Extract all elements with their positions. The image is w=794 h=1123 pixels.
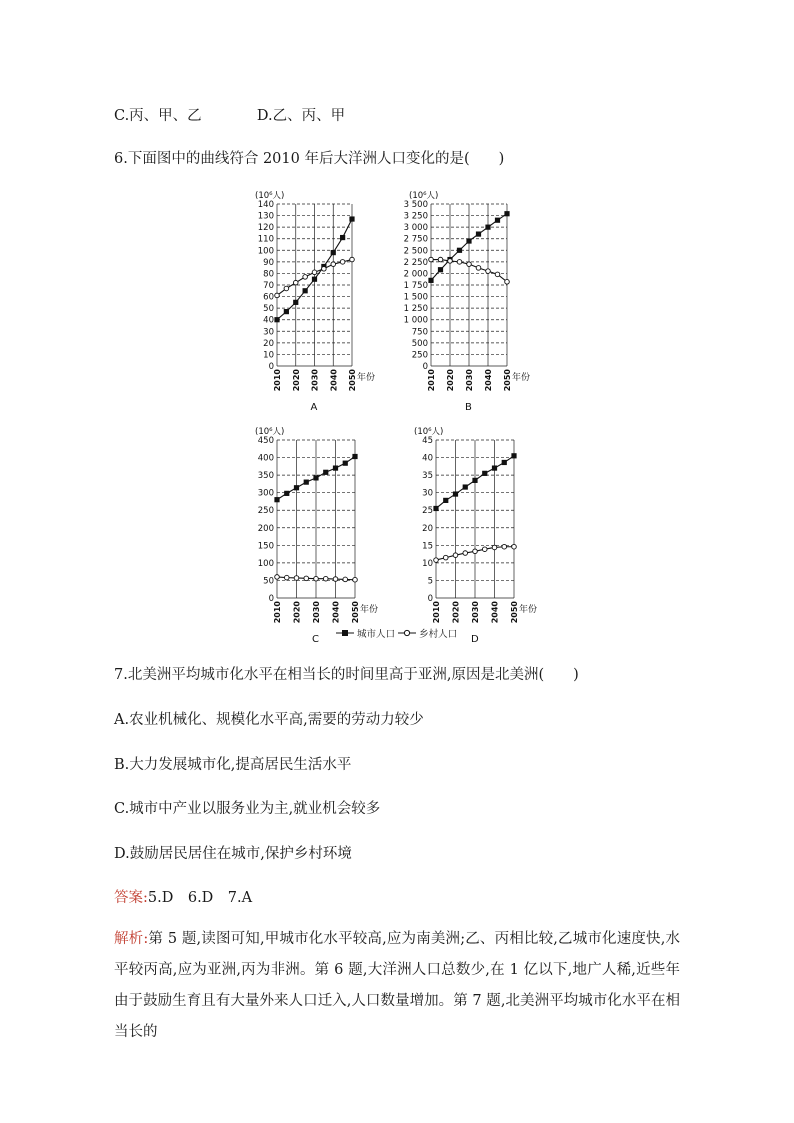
data-point-square [511,453,516,458]
data-point-square [323,470,328,475]
y-tick-label: 1 500 [403,292,428,303]
y-tick-label: 40 [263,315,274,326]
data-point-square [433,506,438,511]
y-tick-label: 2 500 [403,246,428,257]
y-tick-label: 0 [427,594,433,604]
y-tick-label: 35 [422,471,433,482]
x-tick-label: 2040 [490,601,500,624]
x-tick-label: 2030 [310,369,320,392]
data-point-square [343,461,348,466]
y-tick-label: 120 [257,223,274,234]
y-tick-label: 150 [257,541,274,552]
data-point-circle [275,575,280,580]
data-point-circle [294,576,299,581]
chart-letter-label: C [312,634,319,645]
data-point-circle [502,544,507,549]
data-point-circle [314,576,319,581]
y-tick-label: 0 [422,362,428,372]
x-tick-label: 2010 [427,369,436,392]
y-tick-label: 2 750 [403,234,428,245]
data-point-circle [438,257,443,262]
question-7-option-d[interactable]: D.鼓励居民居住在城市,保护乡村环境 [114,846,352,862]
y-tick-label: 250 [257,506,274,517]
unit-label: (10⁶人) [255,427,285,437]
x-tick-label: 2050 [503,369,512,392]
data-point-circle [434,558,439,563]
y-tick-label: 50 [263,304,274,315]
data-point-square [303,288,308,293]
y-tick-label: 110 [257,234,274,245]
y-tick-label: 10 [263,350,274,361]
y-tick-label: 90 [263,257,274,268]
data-point-circle [340,260,345,265]
x-tick-label: 2010 [432,601,441,624]
analysis-text: 第 5 题,读图可知,甲城市化水平较高,应为南美洲;乙、丙相比较,乙城市化速度快,水平较丙高,应为亚洲,丙为非洲。第 6 题,大洋洲人口总数少,在 1 亿以下,地广人稀,近些年由于鼓励生育且有大量外来人口迁入,人口数量增加。第 7 题,北美洲平均城市化水平在相当长的 [114,931,681,1040]
data-point-square [463,484,468,489]
data-point-square [466,238,471,243]
y-tick-label: 100 [257,558,274,569]
question-7-option-c[interactable]: C.城市中产业以服务业为主,就业机会较多 [114,801,381,817]
y-tick-label: 3 500 [403,200,428,210]
data-point-circle [333,577,338,582]
data-point-circle [505,279,510,284]
data-point-circle [512,544,517,549]
data-point-square [352,454,357,459]
y-tick-label: 20 [422,523,433,534]
data-point-circle [343,577,348,582]
data-point-square [304,480,309,485]
unit-label: (10⁶人) [255,191,285,201]
x-tick-label: 2040 [484,369,493,392]
data-point-circle [303,275,308,280]
data-point-circle [350,257,355,262]
option-d[interactable]: D.乙、丙、甲 [256,108,346,124]
data-point-circle [448,259,453,264]
data-point-circle [453,553,458,558]
question-7-option-a[interactable]: A.农业机械化、规模化水平高,需要的劳动力较少 [114,712,424,728]
data-point-circle [293,280,298,285]
y-tick-label: 450 [257,436,274,446]
y-tick-label: 70 [263,281,274,291]
unit-label: (10⁶人) [409,191,439,201]
y-tick-label: 15 [422,541,433,552]
data-point-square [294,485,299,490]
data-point-square [293,300,298,305]
y-tick-label: 400 [257,453,274,464]
data-point-square [274,317,279,322]
data-point-square [284,491,289,496]
data-point-square [312,277,317,282]
y-tick-label: 30 [422,488,433,499]
y-tick-label: 5 [427,576,433,587]
answer-row [114,886,252,907]
data-point-circle [312,270,317,275]
y-tick-label: 350 [257,471,274,482]
x-tick-label: 2050 [510,601,519,624]
data-point-circle [323,576,328,581]
legend-urban-marker [336,629,354,637]
y-tick-label: 3 000 [403,223,428,234]
question-7-option-b[interactable]: B.大力发展城市化,提高居民生活水平 [114,757,352,773]
data-point-square [453,491,458,496]
y-tick-label: 250 [411,350,428,361]
data-point-square [284,309,289,314]
y-tick-label: 80 [263,269,274,280]
x-tick-label: 2050 [351,601,360,624]
answer-text: 5.D 6.D 7.A [147,890,253,906]
data-point-circle [275,293,280,298]
y-tick-label: 300 [257,488,274,499]
answer-label: 答案: [114,890,148,906]
chart-letter-label: D [471,634,479,645]
x-axis-label: 年份 [519,605,538,615]
analysis-paragraph [114,924,680,1048]
data-point-square [482,471,487,476]
data-point-circle [495,272,500,277]
y-tick-label: 45 [422,436,433,446]
data-point-square [443,498,448,503]
chart-letter-label: A [310,402,318,413]
data-point-square [428,278,433,283]
legend-rural-marker [398,629,416,637]
x-tick-label: 2020 [446,369,455,392]
data-point-circle [486,269,491,274]
data-point-circle [492,545,497,550]
data-point-square [504,211,509,216]
x-axis-label: 年份 [512,373,531,383]
analysis-label: 解析: [114,931,149,947]
data-point-square [485,225,490,230]
y-tick-label: 60 [263,292,274,303]
data-point-square [438,267,443,272]
y-tick-label: 10 [422,558,433,569]
data-point-circle [284,286,289,291]
y-tick-label: 0 [268,362,274,372]
data-point-square [502,460,507,465]
y-tick-label: 2 000 [403,269,428,280]
y-tick-label: 20 [263,338,274,349]
data-point-circle [482,547,487,552]
x-tick-label: 2050 [348,369,357,392]
y-tick-label: 500 [411,338,428,349]
x-axis-label: 年份 [360,605,379,615]
y-tick-label: 750 [411,327,428,338]
data-point-square [495,218,500,223]
data-point-circle [322,267,327,272]
x-tick-label: 2020 [451,601,461,624]
data-point-circle [443,555,448,560]
data-point-square [472,478,477,483]
x-tick-label: 2030 [312,601,321,624]
data-point-circle [473,549,478,554]
data-point-circle [476,266,481,271]
chart-b [393,186,531,414]
data-point-square [349,216,354,221]
data-point-circle [353,577,358,582]
data-point-circle [467,262,472,267]
data-point-circle [463,551,468,556]
y-tick-label: 50 [263,576,274,587]
chart-a [244,186,376,414]
x-tick-label: 2030 [465,369,474,392]
chart-legend [336,626,457,640]
y-tick-label: 0 [268,594,274,604]
y-tick-label: 1 750 [403,281,428,291]
x-tick-label: 2020 [292,601,302,624]
x-tick-label: 2010 [273,369,282,392]
data-point-circle [284,575,289,580]
data-point-square [333,465,338,470]
question-6-stem: 6.下面图中的曲线符合 2010 年后大洋洲人口变化的是( ) [114,151,505,167]
data-point-square [476,231,481,236]
y-tick-label: 30 [263,327,274,338]
data-point-circle [457,260,462,265]
y-tick-label: 2 250 [403,257,428,268]
data-point-square [457,248,462,253]
unit-label: (10⁶人) [414,427,444,437]
option-c[interactable]: C.丙、甲、乙 [114,108,202,124]
question-7-stem: 7.北美洲平均城市化水平在相当长的时间里高于亚洲,原因是北美洲( ) [114,667,579,683]
legend-urban-label: 城市人口 [357,629,396,640]
y-tick-label: 140 [257,200,274,210]
data-point-circle [429,257,434,262]
data-point-square [274,497,279,502]
y-tick-label: 25 [422,506,433,517]
data-point-circle [304,576,309,581]
x-tick-label: 2020 [291,369,301,392]
chart-letter-label: B [465,402,472,413]
y-tick-label: 3 250 [403,211,428,222]
y-tick-label: 1 000 [403,315,428,326]
x-tick-label: 2010 [273,601,282,624]
data-point-square [492,465,497,470]
data-point-square [313,475,318,480]
data-point-square [340,235,345,240]
previous-options-row [114,104,345,125]
x-axis-label: 年份 [357,373,376,383]
x-tick-label: 2040 [329,369,339,392]
x-tick-label: 2040 [331,601,341,624]
x-tick-label: 2030 [471,601,480,624]
legend-rural-label: 乡村人口 [419,629,458,640]
y-tick-label: 40 [422,453,433,464]
y-tick-label: 1 250 [403,304,428,315]
y-tick-label: 130 [257,211,274,222]
y-tick-label: 200 [257,523,274,534]
y-tick-label: 100 [257,246,274,257]
data-point-square [331,250,336,255]
data-point-circle [331,262,336,267]
